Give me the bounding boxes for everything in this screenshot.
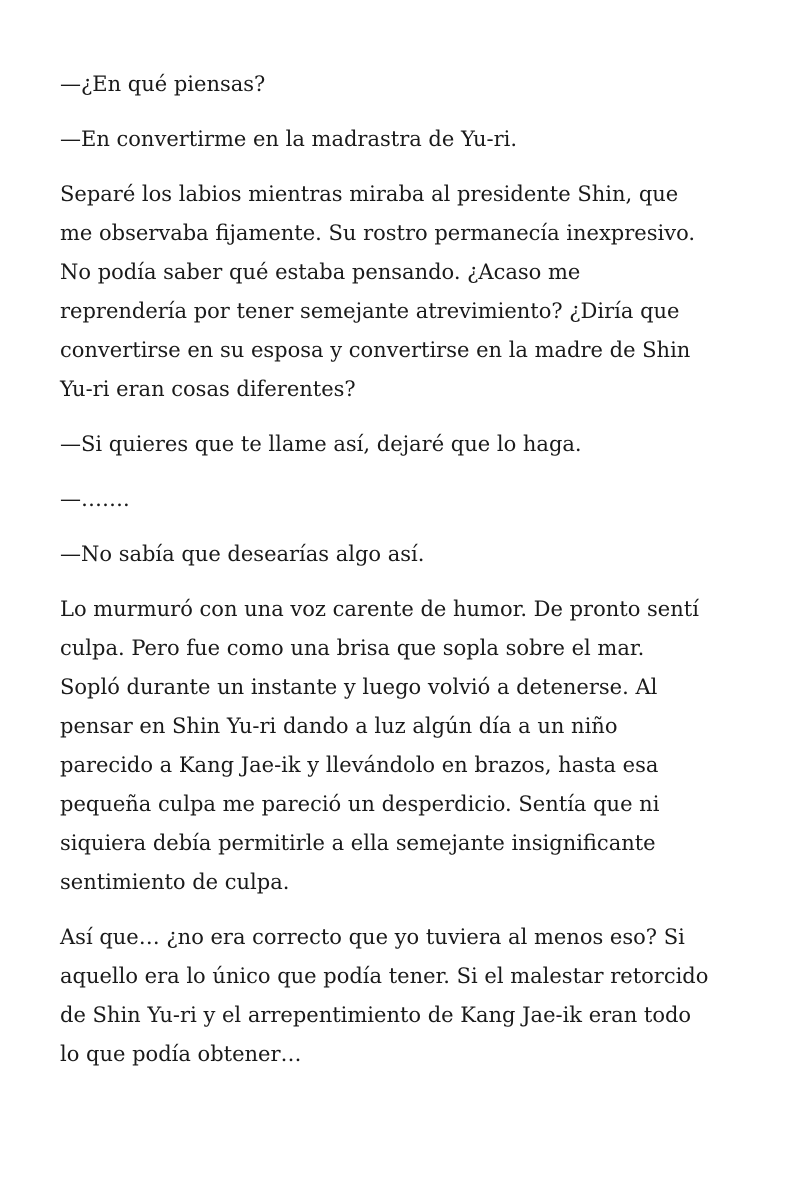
dialogue-line: —……. — [60, 487, 130, 511]
dialogue-line: —No sabía que desearías algo así. — [60, 542, 425, 566]
narrative-paragraph: Separé los labios mientras miraba al presidente Shin, que me observaba fijamente. Su rostro permanecía inexpresivo. No podía saber qué estaba pensando. ¿Acaso me reprendería por tener semejante atrevimiento? ¿Diría que convertirse en su esposa y convertirse en la madre de Shin Yu-ri eran cosas diferentes? — [60, 182, 696, 401]
dialogue-line: —¿En qué piensas? — [60, 72, 266, 96]
dialogue-line: —Si quieres que te llame así, dejaré que lo haga. — [60, 432, 582, 456]
document-body — [60, 65, 750, 1090]
narrative-paragraph: Lo murmuró con una voz carente de humor. De pronto sentí culpa. Pero fue como una brisa que sopla sobre el mar. Sopló durante un instante y luego volvió a detenerse. Al pensar en Shin Yu-ri dando a luz algún día a un niño parecido a Kang Jae-ik y llevándolo en brazos, hasta esa pequeña culpa me pareció un desperdicio. Sentía que ni siquiera debía permitirle a ella semejante insignificante sentimiento de culpa. — [60, 597, 699, 894]
narrative-paragraph: Así que… ¿no era correcto que yo tuviera al menos eso? Si aquello era lo único que podía tener. Si el malestar retorcido de Shin Yu-ri y el arrepentimiento de Kang Jae-ik eran todo lo que podía obtener… — [60, 925, 709, 1066]
dialogue-line: —En convertirme en la madrastra de Yu-ri. — [60, 127, 518, 151]
